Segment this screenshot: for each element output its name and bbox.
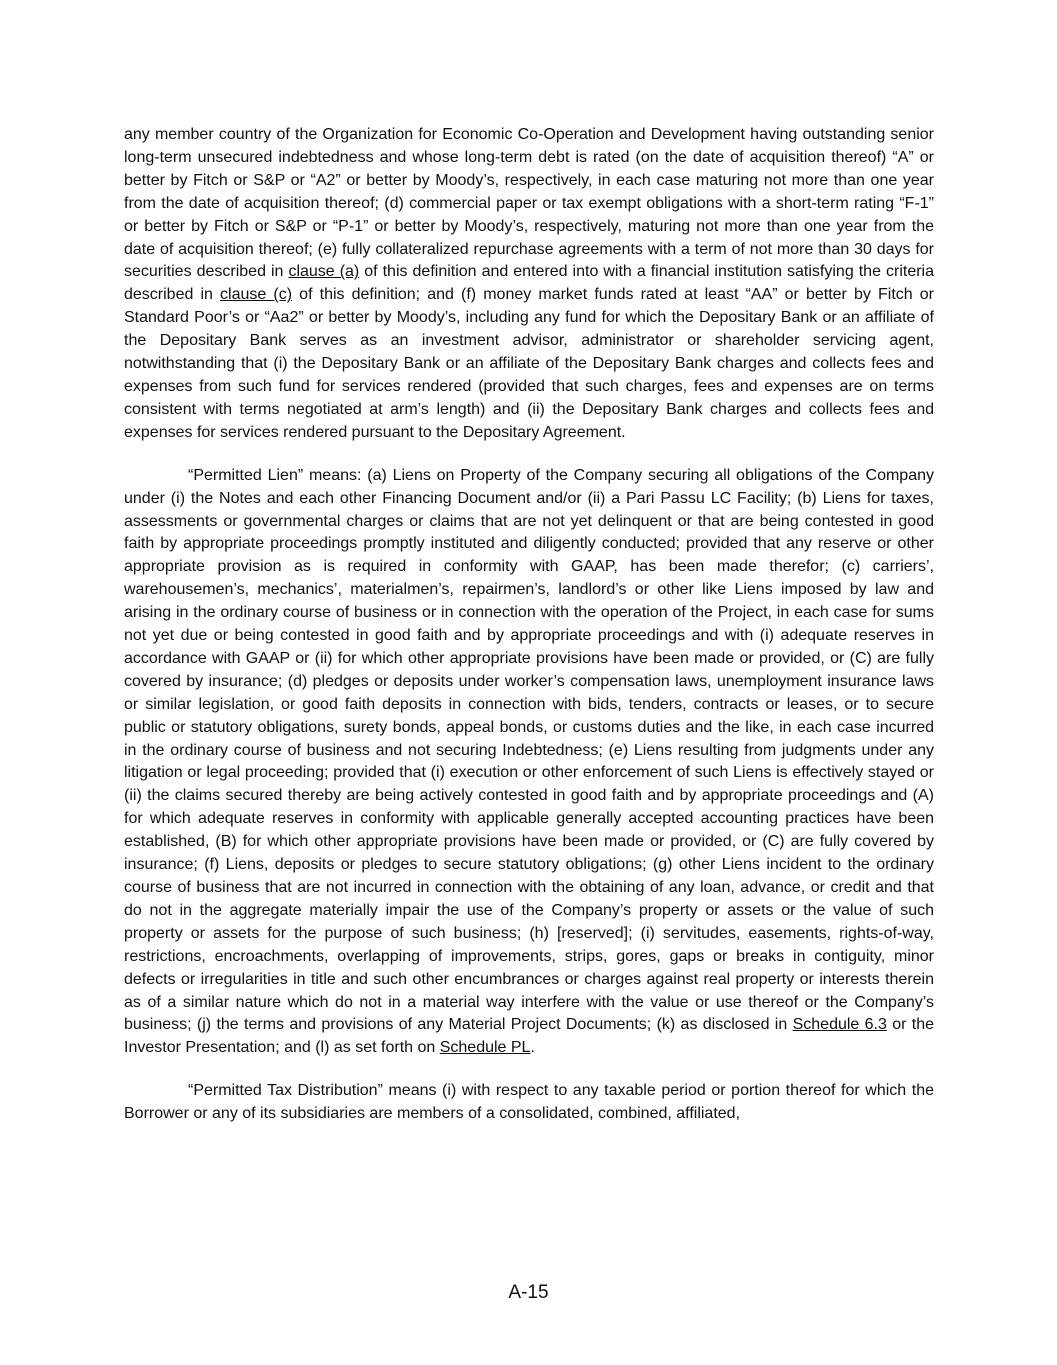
clause-c-reference: clause (c) xyxy=(220,286,293,304)
clause-a-reference: clause (a) xyxy=(288,263,360,281)
page-number: A-15 xyxy=(508,1282,549,1303)
paragraph-cash-equivalents-continued: any member country of the Organization for Economic Co-Operation and Development having outstanding senior long-term unsecured indebtedness and whose long-term debt is rated (on the date of acquisition thereof) “A” or better by Fitch or S&P or “A2” or better by Moody’s, respectively, in each case maturing not more than one year from the date of acquisition thereof; (d) commercial paper or tax exempt obligations with a short-term rating “F-1” or better by Fitch or S&P or “P-1” or better by Moody’s, respectively, maturing not more than one year from the date of acquisition thereof; (e) fully collateralized repurchase agreements with a term of not more than 30 days for securities described in clause (a) of this definition and entered into with a financial institution satisfying the criteria described in clause (c) of this definition; and (f) money market funds rated at least “AA” or better by Fitch or Standard Poor’s or “Aa2” or better by Moody’s, including any fund for which the Depositary Bank or an affiliate of the Depositary Bank serves as an investment advisor, administrator or shareholder servicing agent, notwithstanding that (i) the Depositary Bank or an affiliate of the Depositary Bank charges and collects fees and expenses from such fund for services rendered (provided that such charges, fees and expenses are on terms consistent with terms negotiated at arm’s length) and (ii) the Depositary Bank charges and collects fees and expenses for services rendered pursuant to the Depositary Agreement. xyxy=(124,126,934,441)
paragraph-permitted-lien: “Permitted Lien” means: (a) Liens on Property of the Company securing all obligations of the Company under (i) the Notes and each other Financing Document and/or (ii) a Pari Passu LC Facility; (b) Liens for taxes, assessments or governmental charges or claims that are not yet delinquent or that are being contested in good faith by appropriate proceedings promptly instituted and diligently conducted; provided that any reserve or other appropriate provision as is required in conformity with GAAP, has been made therefor; (c) carriers’, warehousemen’s, mechanics’, materialmen’s, repairmen’s, landlord’s or other like Liens imposed by law and arising in the ordinary course of business or in connection with the operation of the Project, in each case for sums not yet due or being contested in good faith and by appropriate proceedings and with (i) adequate reserves in accordance with GAAP or (ii) for which other appropriate provisions have been made or provided, or (C) are fully covered by insurance; (d) pledges or deposits under worker’s compensation laws, unemployment insurance laws or similar legislation, or good faith deposits in connection with bids, tenders, contracts or leases, or to secure public or statutory obligations, surety bonds, appeal bonds, or customs duties and the like, in each case incurred in the ordinary course of business and not securing Indebtedness; (e) Liens resulting from judgments under any litigation or legal proceeding; provided that (i) execution or other enforcement of such Liens is effectively stayed or (ii) the claims secured thereby are being actively contested in good faith and by appropriate proceedings and (A) for which adequate reserves in conformity with applicable generally accepted accounting practices have been established, (B) for which other appropriate provisions have been made or provided, or (C) are fully covered by insurance; (f) Liens, deposits or pledges to secure statutory obligations; (g) other Liens incident to the ordinary course of business that are not incurred in connection with the obtaining of any loan, advance, or credit and that do not in the aggregate materially impair the use of the Company’s property or assets or the value of such property or assets for the purpose of such business; (h) [reserved]; (i) servitudes, easements, rights-of-way, restrictions, encroachments, overlapping of improvements, strips, gores, gaps or breaks in contiguity, minor defects or irregularities in title and such other encumbrances or charges against real property or interests therein as of a similar nature which do not in a material way interfere with the value or use thereof or the Company’s business; (j) the terms and provisions of any Material Project Documents; (k) as disclosed in Schedule 6.3 or the Investor Presentation; and (l) as set forth on Schedule PL. xyxy=(124,466,935,1057)
paragraph-permitted-tax-distribution: “Permitted Tax Distribution” means (i) with respect to any taxable period or portion thereof for which the Borrower or any of its subsidiaries are members of a consolidated, combined, affiliated, xyxy=(124,1082,934,1123)
document-body xyxy=(124,124,934,1146)
schedule-pl-reference: Schedule PL xyxy=(439,1039,531,1057)
schedule-6-3-reference: Schedule 6.3 xyxy=(792,1016,887,1034)
